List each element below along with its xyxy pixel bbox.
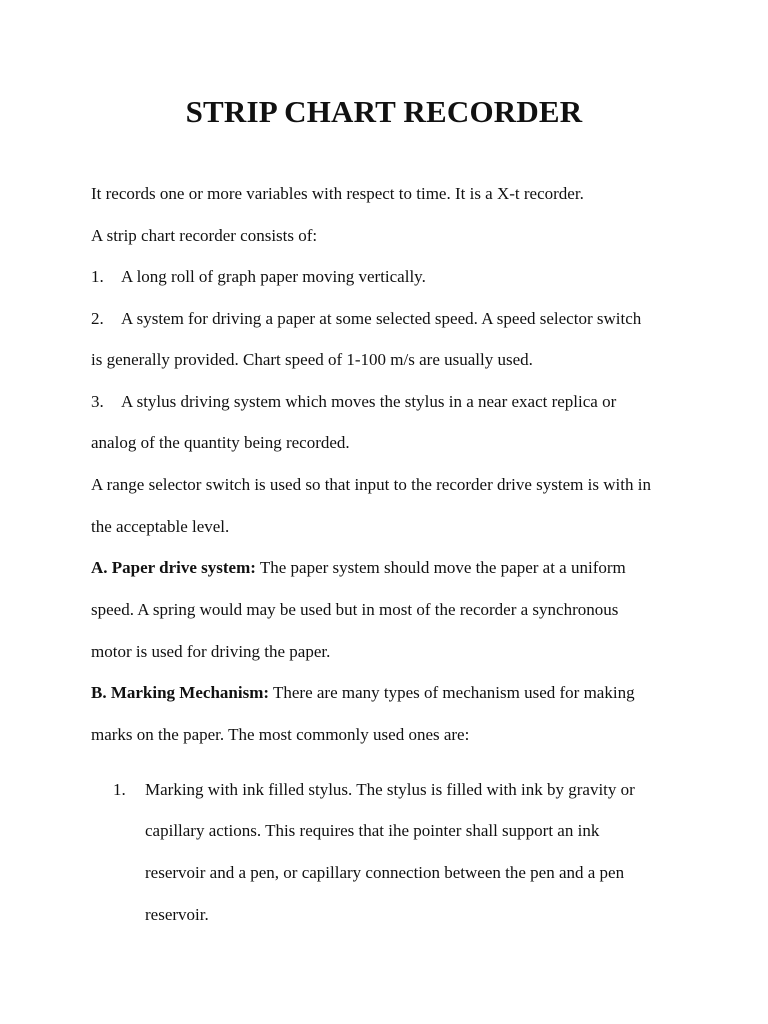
section-a-line-1 (91, 558, 626, 578)
list-number: 2. (91, 309, 104, 328)
list-item-text: A stylus driving system which moves the stylus in a near exact replica or (121, 392, 617, 411)
marking-list-number: 1. (113, 780, 126, 799)
intro-line-1: It records one or more variables with respect to time. It is a X-t recorder. (91, 184, 584, 203)
page-title: STRIP CHART RECORDER (185, 94, 583, 129)
marking-item-line-4: reservoir. (145, 905, 209, 924)
section-a-line-2: speed. A spring would may be used but in most of the recorder a synchronous (91, 600, 619, 619)
component-item-3 (91, 392, 616, 412)
section-b-heading: B. Marking Mechanism: (91, 683, 270, 702)
marking-item-line-3: reservoir and a pen, or capillary connection between the pen and a pen (145, 863, 625, 882)
section-a-line-3: motor is used for driving the paper. (91, 642, 331, 661)
intro-line-2: A strip chart recorder consists of: (91, 226, 318, 245)
component-item-3-continuation: analog of the quantity being recorded. (91, 433, 350, 452)
section-b-line-1 (91, 683, 635, 703)
list-item-text: A long roll of graph paper moving vertically. (121, 267, 426, 286)
component-item-2 (91, 309, 641, 329)
section-a-text: The paper system should move the paper at a uniform (255, 558, 626, 577)
section-b-line-2: marks on the paper. The most commonly used ones are: (91, 725, 470, 744)
section-b-text: There are many types of mechanism used for making (269, 683, 635, 702)
list-item-text: A system for driving a paper at some selected speed. A speed selector switch (121, 309, 642, 328)
component-item-2-continuation: is generally provided. Chart speed of 1-100 m/s are usually used. (91, 350, 533, 369)
range-note-line-2: the acceptable level. (91, 517, 230, 536)
marking-item-line-1: Marking with ink filled stylus. The stylus is filled with ink by gravity or (145, 780, 635, 799)
list-number: 1. (91, 267, 104, 286)
list-number: 3. (91, 392, 104, 411)
section-a-heading: A. Paper drive system: (91, 558, 256, 577)
component-item-1 (91, 267, 426, 287)
range-note-line-1: A range selector switch is used so that input to the recorder drive system is with in (91, 475, 651, 494)
marking-item-line-2: capillary actions. This requires that ihe pointer shall support an ink (145, 821, 600, 840)
